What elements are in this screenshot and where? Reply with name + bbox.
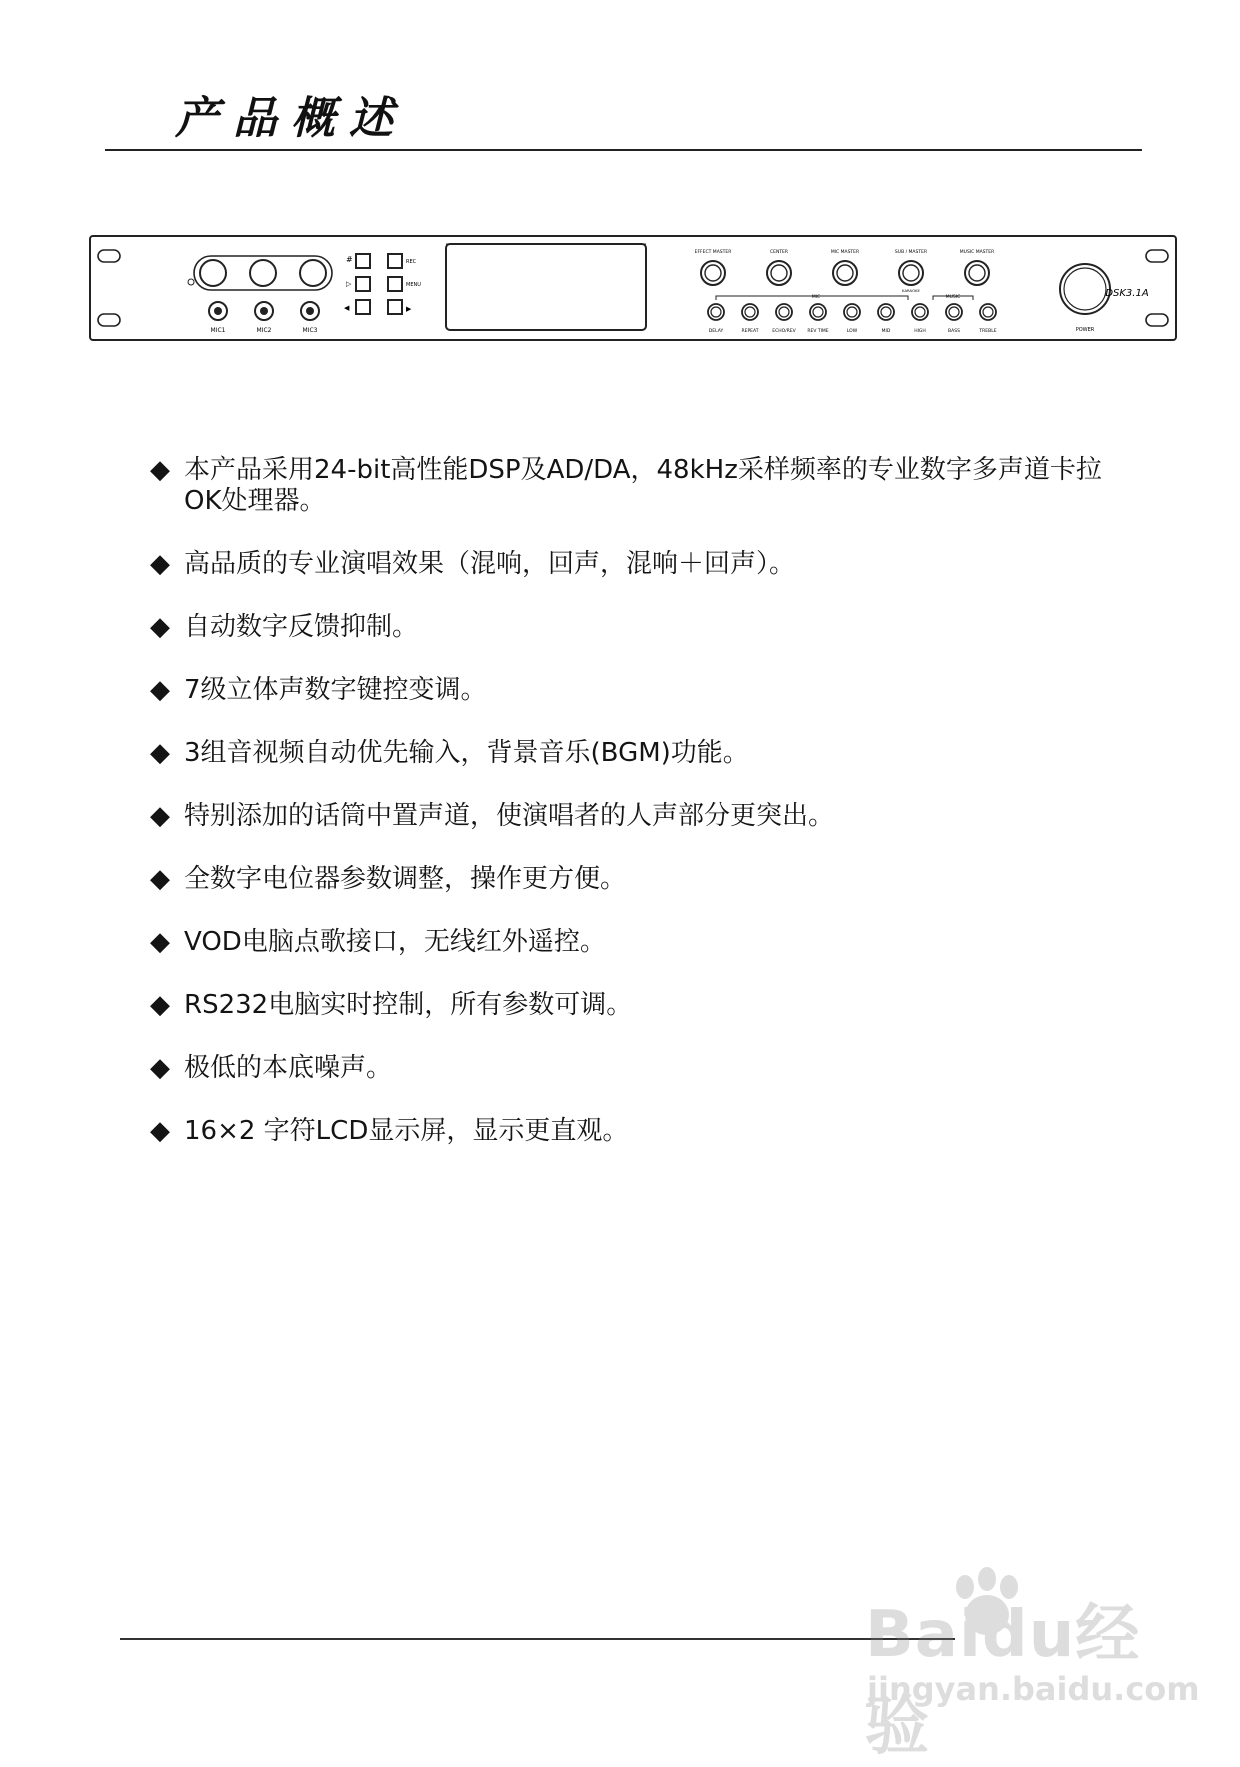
feature-item	[150, 612, 1110, 643]
bullet-icon: ◆	[150, 801, 170, 831]
knob-label: BASS	[948, 329, 960, 334]
bullet-icon: ◆	[150, 1053, 170, 1083]
feature-item	[150, 675, 1110, 706]
feature-text: 3组音视频自动优先输入，背景音乐(BGM)功能。	[184, 738, 749, 768]
nav-left-label: #	[346, 255, 353, 264]
feature-item	[150, 549, 1110, 580]
knob-label: LOW	[846, 329, 858, 334]
bullet-icon: ◆	[150, 612, 170, 642]
feature-text: 高品质的专业演唱效果（混响，回声，混响＋回声）。	[184, 549, 796, 579]
panel-chassis	[90, 236, 1176, 340]
nav-right-label: REC	[406, 259, 417, 265]
watermark-url: jingyan.baidu.com	[867, 1670, 1200, 1708]
knob-label: REV TIME	[807, 329, 829, 334]
knob-label: HIGH	[914, 329, 926, 334]
feature-text: 全数字电位器参数调整，操作更方便。	[184, 864, 627, 894]
device-front-panel	[88, 234, 1180, 344]
mic3-label: MIC3	[302, 327, 318, 334]
page-title: 产品概述	[175, 93, 407, 144]
watermark-brand: Baidu经验	[865, 1598, 1141, 1764]
knob-label: MID	[881, 329, 891, 334]
feature-item	[150, 801, 1110, 832]
subsection-label: KARAOKE	[902, 288, 920, 293]
nav-left-label: ▷	[346, 280, 352, 288]
knob-label: SUB / MASTER	[894, 250, 928, 255]
feature-item	[150, 864, 1110, 895]
nav-right-label: ▶	[406, 305, 412, 313]
power-label: POWER	[1075, 327, 1095, 333]
bullet-icon: ◆	[150, 864, 170, 894]
knob-label: MUSIC MASTER	[959, 250, 995, 255]
feature-text: 16×2 字符LCD显示屏，显示更直观。	[184, 1116, 629, 1146]
feature-item	[150, 455, 1110, 517]
feature-text: 本产品采用24-bit高性能DSP及AD/DA，48kHz采样频率的专业数字多声道卡拉OK处理器。	[184, 455, 1102, 516]
feature-text: 自动数字反馈抑制。	[184, 612, 419, 642]
nav-right-label: MENU	[406, 282, 421, 288]
nav-left-label: ◀	[344, 304, 350, 312]
baidu-watermark	[865, 1565, 1200, 1764]
knob-label: CENTER	[769, 250, 789, 255]
feature-item	[150, 927, 1110, 958]
bullet-icon: ◆	[150, 675, 170, 705]
title-divider	[105, 149, 1142, 151]
mic1-label: MIC1	[210, 327, 226, 334]
feature-text: RS232电脑实时控制，所有参数可调。	[184, 990, 633, 1020]
feature-item	[150, 1116, 1110, 1147]
bullet-icon: ◆	[150, 549, 170, 579]
feature-item	[150, 738, 1110, 769]
knob-label: EFFECT MASTER	[694, 250, 732, 255]
feature-item	[150, 990, 1110, 1021]
mic-group-label: MIC	[811, 295, 821, 300]
bullet-icon: ◆	[150, 927, 170, 957]
bullet-icon: ◆	[150, 738, 170, 768]
feature-text: 极低的本底噪声。	[184, 1053, 393, 1083]
feature-text: 7级立体声数字键控变调。	[184, 675, 487, 705]
mic2-label: MIC2	[256, 327, 272, 334]
feature-item	[150, 1053, 1110, 1084]
knob-label: DELAY	[708, 329, 724, 334]
bullet-icon: ◆	[150, 1116, 170, 1146]
knob-label: ECHO/REV	[772, 329, 796, 334]
model-label: DSK3.1A	[1105, 288, 1149, 299]
knob-label: REPEAT	[741, 329, 759, 334]
knob-label: MIC MASTER	[830, 250, 860, 255]
knob-label: TREBLE	[979, 329, 997, 334]
music-group-label: MUSIC	[945, 295, 961, 300]
footer-divider	[120, 1638, 955, 1640]
feature-text: 特别添加的话筒中置声道，使演唱者的人声部分更突出。	[184, 801, 835, 831]
feature-text: VOD电脑点歌接口，无线红外遥控。	[184, 927, 606, 957]
bullet-icon: ◆	[150, 455, 170, 485]
bullet-icon: ◆	[150, 990, 170, 1020]
feature-list	[150, 455, 1110, 1179]
